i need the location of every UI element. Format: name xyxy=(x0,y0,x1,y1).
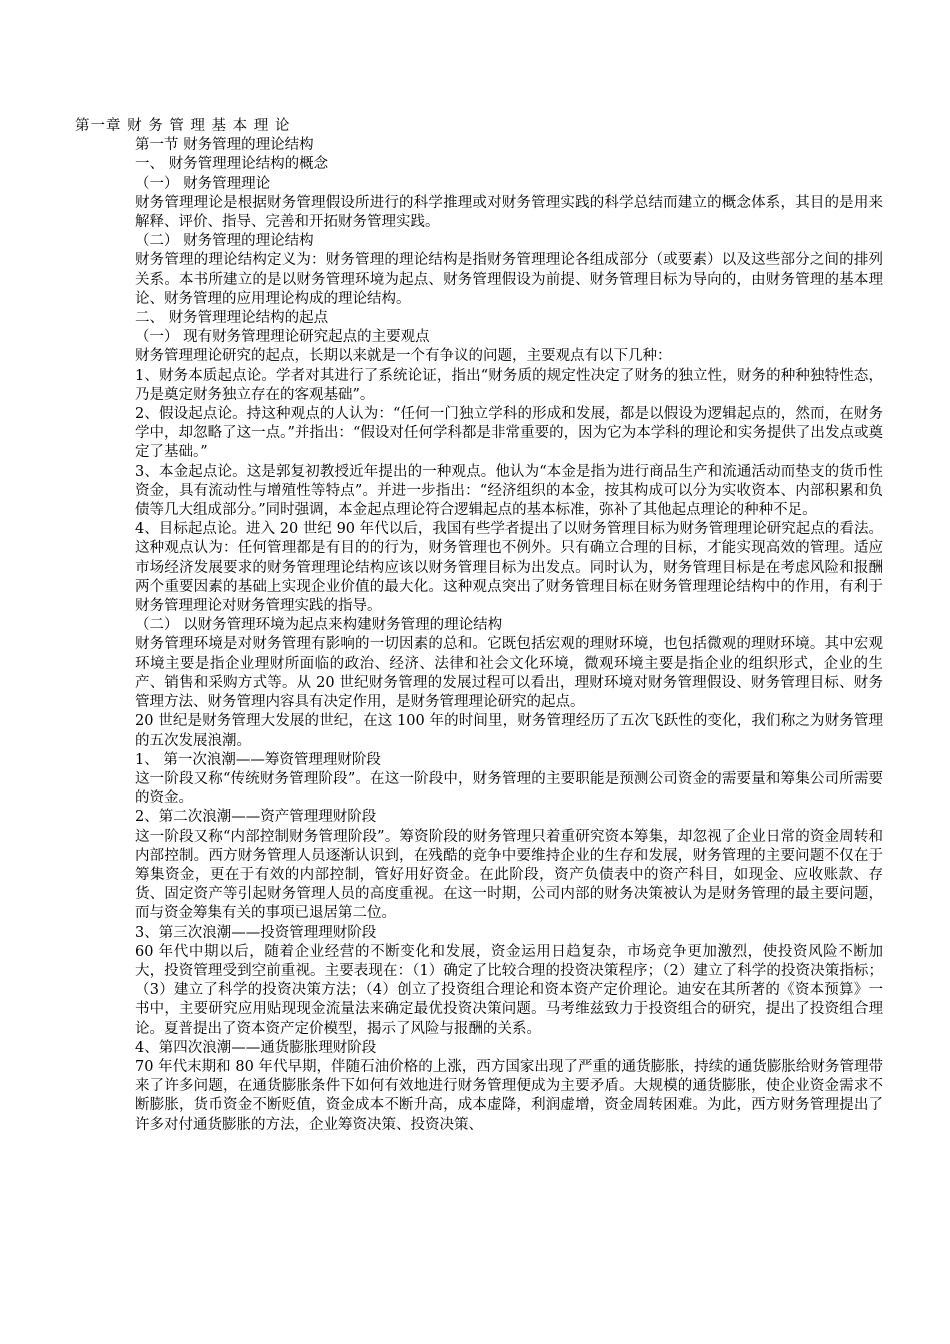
wave-heading: 3、第三次浪潮——投资管理理财阶段 xyxy=(135,924,377,941)
paragraph: 财务管理的理论结构定义为：财务管理的理论结构是指财务管理理论各组成部分（或要素）以及这些部分之间的排列关系。本书所建立的是以财务管理环境为起点、财务管理假设为前提、财务管理目标为导向的，由财务管理的基本理论、财务管理的应用理论构成的理论结构。 xyxy=(135,252,883,307)
wave-heading: 4、第四次浪潮——通货膨胀理财阶段 xyxy=(135,1039,377,1056)
heading-2: 二、 财务管理理论结构的起点 xyxy=(135,310,329,327)
subheading-2-1: （一） 现有财务管理理论研究起点的主要观点 xyxy=(135,329,430,346)
document-body xyxy=(75,117,883,1135)
subheading-2-2: （二） 以财务管理环境为起点来构建财务管理的理论结构 xyxy=(135,617,503,634)
paragraph: 20 世纪是财务管理大发展的世纪，在这 100 年的时间里，财务管理经历了五次飞跃性的变化，我们称之为财务管理的五次发展浪潮。 xyxy=(135,713,883,749)
wave-heading: 1、 第一次浪潮——筹资管理理财阶段 xyxy=(135,751,381,768)
section-title: 第一节 财务管理的理论结构 xyxy=(135,137,314,154)
heading-1: 一、 财务管理理论结构的概念 xyxy=(135,156,329,173)
paragraph: 这一阶段又称“传统财务管理阶段”。在这一阶段中，财务管理的主要职能是预测公司资金的需要量和筹集公司所需要的资金。 xyxy=(135,770,883,807)
paragraph: 财务管理理论研究的起点，长期以来就是一个有争议的问题，主要观点有以下几种： xyxy=(135,348,672,365)
paragraph: 财务管理环境是对财务管理有影响的一切因素的总和。它既包括宏观的理财环境，也包括微观的理财环境。其中宏观环境主要是指企业理财所面临的政治、经济、法律和社会文化环境，微观环境主要是指企业的组织形式，企业的生产、销售和采购方式等。从 20 世纪财务管理的发展过程可以看出，理财环境对财务管理假设、财务管理目标、财务管理方法、财务管理内容具有决定作用，是财务管理理论研究的起点。 xyxy=(135,636,883,711)
list-item: 1、财务本质起点论。学者对其进行了系统论证，指出“财务质的规定性决定了财务的独立性，财务的种种独特性态，乃是奠定财务独立存在的客观基础”。 xyxy=(135,367,883,403)
subheading-1-1: （一） 财务管理理论 xyxy=(135,175,271,192)
paragraph: 60 年代中期以后，随着企业经营的不断变化和发展，资金运用日趋复杂，市场竞争更加激烈，使投资风险不断加大，投资管理受到空前重视。主要表现在：（1）确定了比较合理的投资决策程序；（2）建立了科学的投资决策指标；（3）建立了科学的投资决策方法；（4）创立了投资组合理论和资本资产定价理论。迪安在其所著的《资本预算》一书中，主要研究应用贴现现金流量法来确定最优投资决策问题。马考维兹致力于投资组合的研究，提出了投资组合理论。夏普提出了资本资产定价模型，揭示了风险与报酬的关系。 xyxy=(135,943,883,1037)
list-item: 3、本金起点论。这是郭复初教授近年提出的一种观点。他认为“本金是指为进行商品生产和流通活动而垫支的货币性资金，具有流动性与增殖性等特点”。并进一步指出：“经济组织的本金，按其构成可以分为实收资本、内部积累和负债等几大组成部分。”同时强调，本金起点理论符合逻辑起点的基本标准，弥补了其他起点理论的种种不足。 xyxy=(135,463,883,519)
wave-heading: 2、第二次浪潮——资产管理理财阶段 xyxy=(135,809,377,826)
list-item: 2、假设起点论。持这种观点的人认为：“任何一门独立学科的形成和发展，都是以假设为逻辑起点的，然而，在财务学中，却忽略了这一点。”并指出：“假设对任何学科都是非常重要的，因为它为本学科的理论和实务提供了出发点或奠定了基础。” xyxy=(135,406,883,461)
chapter-title: 第一章 财 务 管 理 基 本 理 论 xyxy=(75,118,291,134)
subheading-1-2: （二） 财务管理的理论结构 xyxy=(135,233,314,250)
list-item: 4、目标起点论。进入 20 世纪 90 年代以后，我国有些学者提出了以财务管理目标为财务管理理论研究起点的看法。这种观点认为：任何管理都是有目的的行为，财务管理也不例外。只有确立合理的目标，才能实现高效的管理。适应市场经济发展要求的财务管理理论结构应该以财务管理目标为出发点。同时认为，财务管理目标是在考虑风险和报酬两个重要因素的基础上实现企业价值的最大化。这种观点突出了财务管理目标在财务管理理论结构中的作用，有利于财务管理理论对财务管理实践的指导。 xyxy=(135,521,883,615)
paragraph: 这一阶段又称“内部控制财务管理阶段”。筹资阶段的财务管理只着重研究资本筹集，却忽视了企业日常的资金周转和内部控制。西方财务管理人员逐渐认识到，在残酷的竞争中要维持企业的生存和发展，财务管理的主要问题不仅在于筹集资金，更在于有效的内部控制，管好用好资金。在此阶段，资产负债表中的资产科目，如现金、应收账款、存货、固定资产等引起财务管理人员的高度重视。在这一时期，公司内部的财务决策被认为是财务管理的最主要问题，而与资金筹集有关的事项已退居第二位。 xyxy=(135,828,883,922)
paragraph: 70 年代末期和 80 年代早期，伴随石油价格的上涨，西方国家出现了严重的通货膨胀，持续的通货膨胀给财务管理带来了许多问题，在通货膨胀条件下如何有效地进行财务管理便成为主要矛盾。大规模的通货膨胀，使企业资金需求不断膨胀，货币资金不断贬值，资金成本不断升高，成本虚降，利润虚增，资金周转困难。为此，西方财务管理提出了许多对付通货膨胀的方法，企业筹资决策、投资决策、 xyxy=(135,1058,883,1133)
paragraph: 财务管理理论是根据财务管理假设所进行的科学推理或对财务管理实践的科学总结而建立的概念体系，其目的是用来解释、评价、指导、完善和开拓财务管理实践。 xyxy=(135,194,883,231)
